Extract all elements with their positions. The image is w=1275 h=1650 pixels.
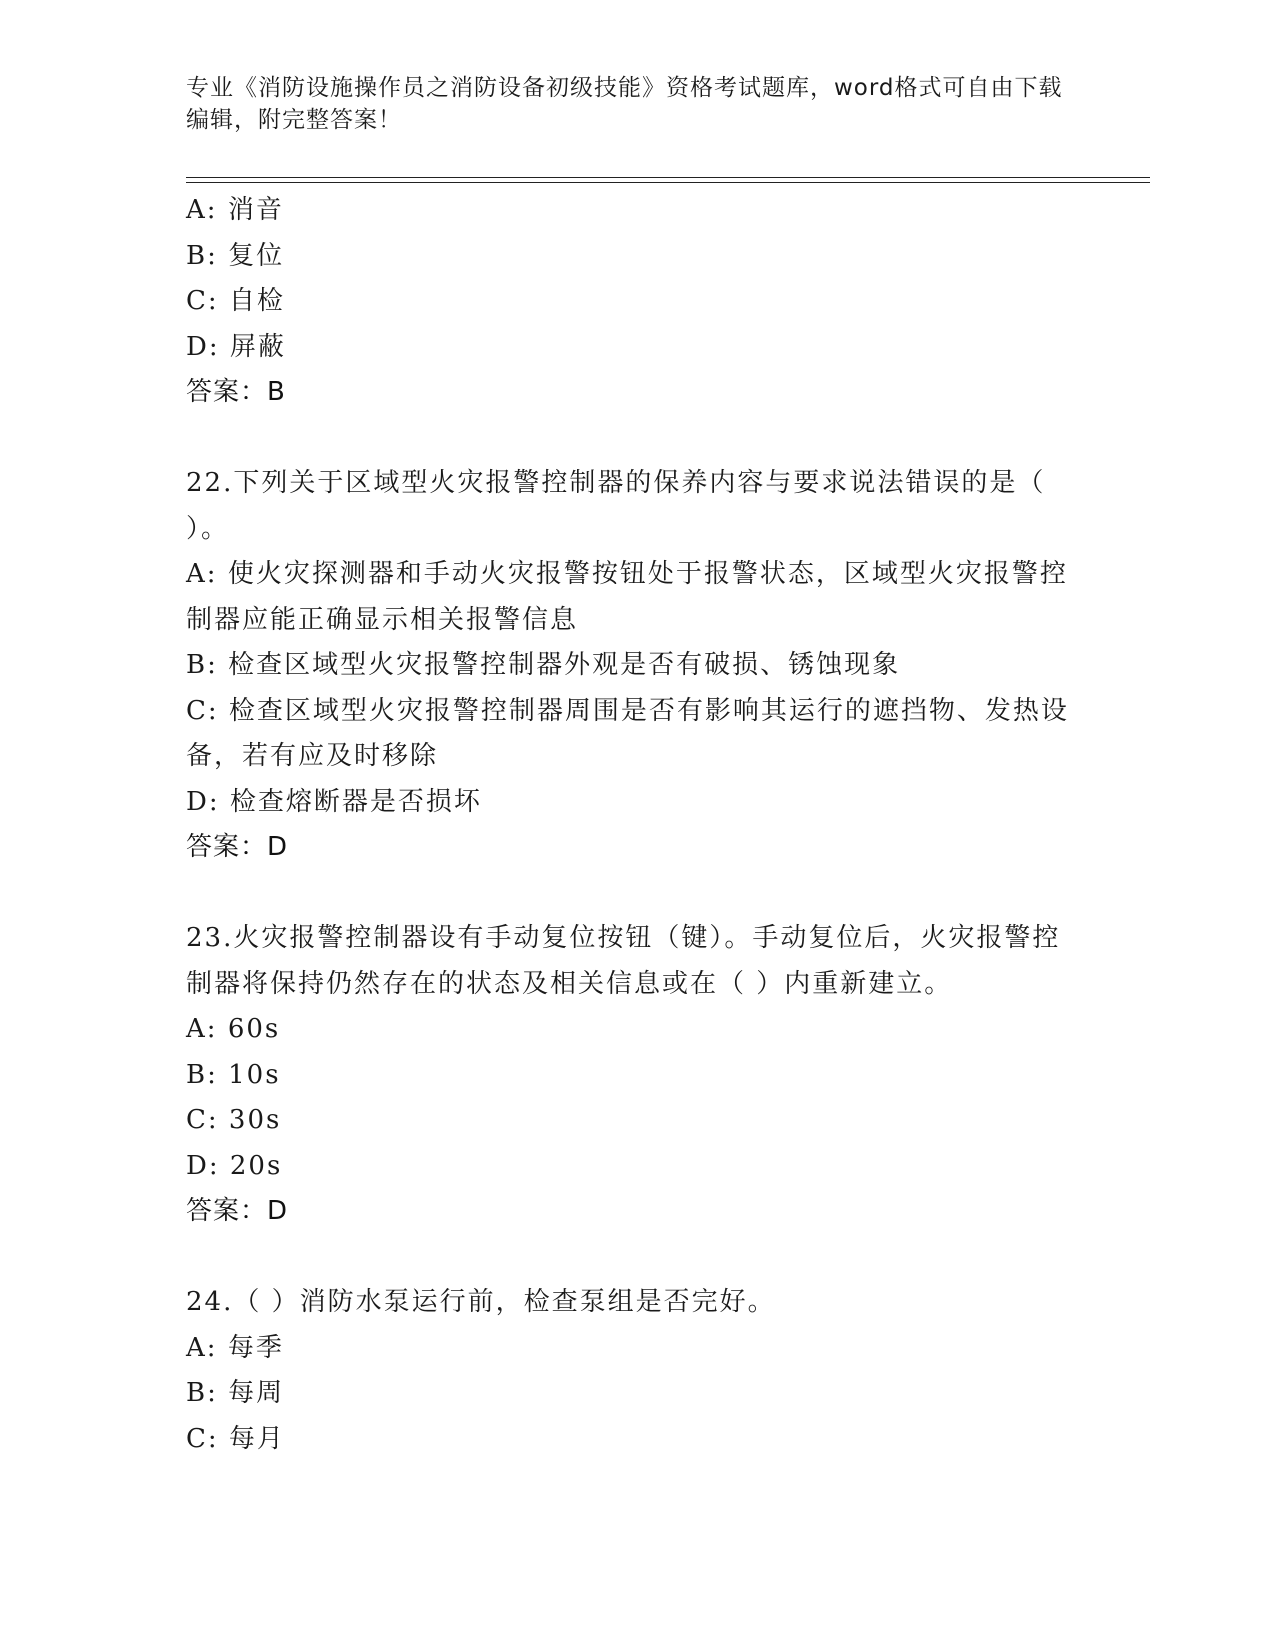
option-b: [186, 643, 1076, 689]
header-divider-bottom: [186, 182, 1150, 183]
spacer: [186, 871, 1076, 917]
option-label: C:: [186, 1105, 219, 1135]
option-text: 10s: [228, 1059, 281, 1090]
option-d: [186, 1144, 1076, 1190]
option-label: B:: [186, 1059, 218, 1090]
option-label: D:: [186, 1150, 220, 1181]
option-a: [186, 1326, 1076, 1372]
option-text: 复位: [228, 240, 285, 271]
option-c: [186, 689, 1076, 780]
option-a: [186, 1007, 1076, 1053]
option-label: C:: [186, 286, 219, 316]
option-c: [186, 1098, 1076, 1144]
option-label: A:: [186, 559, 218, 589]
option-label: B:: [186, 240, 218, 271]
option-text: 自检: [228, 286, 285, 316]
option-d: [186, 780, 1076, 826]
option-text: 每周: [228, 1378, 285, 1408]
question-21-continued: [186, 188, 1076, 416]
question-text: 23.火灾报警控制器设有手动复位按钮（键）。手动复位后，火灾报警控制器将保持仍然存在的状态及相关信息或在（ ）内重新建立。: [186, 923, 1061, 999]
question-text: 22.下列关于区域型火灾报警控制器的保养内容与要求说法错误的是（ ）。: [186, 468, 1046, 544]
option-label: C:: [186, 1423, 219, 1454]
option-label: D:: [186, 786, 220, 817]
header-divider-top: [186, 177, 1150, 178]
option-b: [186, 234, 1076, 280]
option-b: [186, 1053, 1076, 1099]
option-text: 屏蔽: [229, 331, 286, 362]
option-text: 每月: [228, 1423, 285, 1454]
option-b: [186, 1371, 1076, 1417]
answer-line: 答案：D: [186, 832, 289, 862]
question-24: [186, 1280, 1076, 1462]
option-text: 消音: [227, 195, 284, 225]
option-label: B:: [186, 650, 218, 680]
option-label: D:: [186, 331, 220, 362]
document-header: 专业《消防设施操作员之消防设备初级技能》资格考试题库，word格式可自由下载编辑，附完整答案！: [186, 75, 1063, 133]
answer-line: 答案：B: [186, 377, 286, 407]
answer-line: 答案：D: [186, 1196, 289, 1226]
option-label: B:: [186, 1378, 218, 1408]
option-text: 检查区域型火灾报警控制器周围是否有影响其运行的遮挡物、发热设备，若有应及时移除: [186, 695, 1069, 771]
option-label: C:: [186, 695, 219, 726]
option-text: 60s: [227, 1014, 281, 1044]
option-text: 使火灾探测器和手动火灾报警按钮处于报警状态，区域型火灾报警控制器应能正确显示相关报警信息: [186, 559, 1068, 635]
spacer: [186, 1235, 1076, 1281]
question-list: [186, 188, 1076, 1462]
question-text: 24.（ ）消防水泵运行前，检查泵组是否完好。: [186, 1287, 776, 1317]
option-a: [186, 188, 1076, 234]
option-label: A:: [186, 1014, 218, 1044]
spacer: [186, 416, 1076, 462]
option-label: A:: [186, 195, 218, 225]
option-label: A:: [186, 1332, 218, 1363]
question-23: [186, 916, 1076, 1235]
option-text: 20s: [229, 1150, 283, 1181]
option-c: [186, 1417, 1076, 1463]
option-text: 检查熔断器是否损坏: [229, 786, 482, 817]
option-a: [186, 552, 1076, 643]
option-text: 检查区域型火灾报警控制器外观是否有破损、锈蚀现象: [228, 650, 901, 680]
question-22: [186, 461, 1076, 871]
option-text: 30s: [228, 1105, 282, 1135]
option-c: [186, 279, 1076, 325]
option-text: 每季: [227, 1332, 284, 1363]
option-d: [186, 325, 1076, 371]
